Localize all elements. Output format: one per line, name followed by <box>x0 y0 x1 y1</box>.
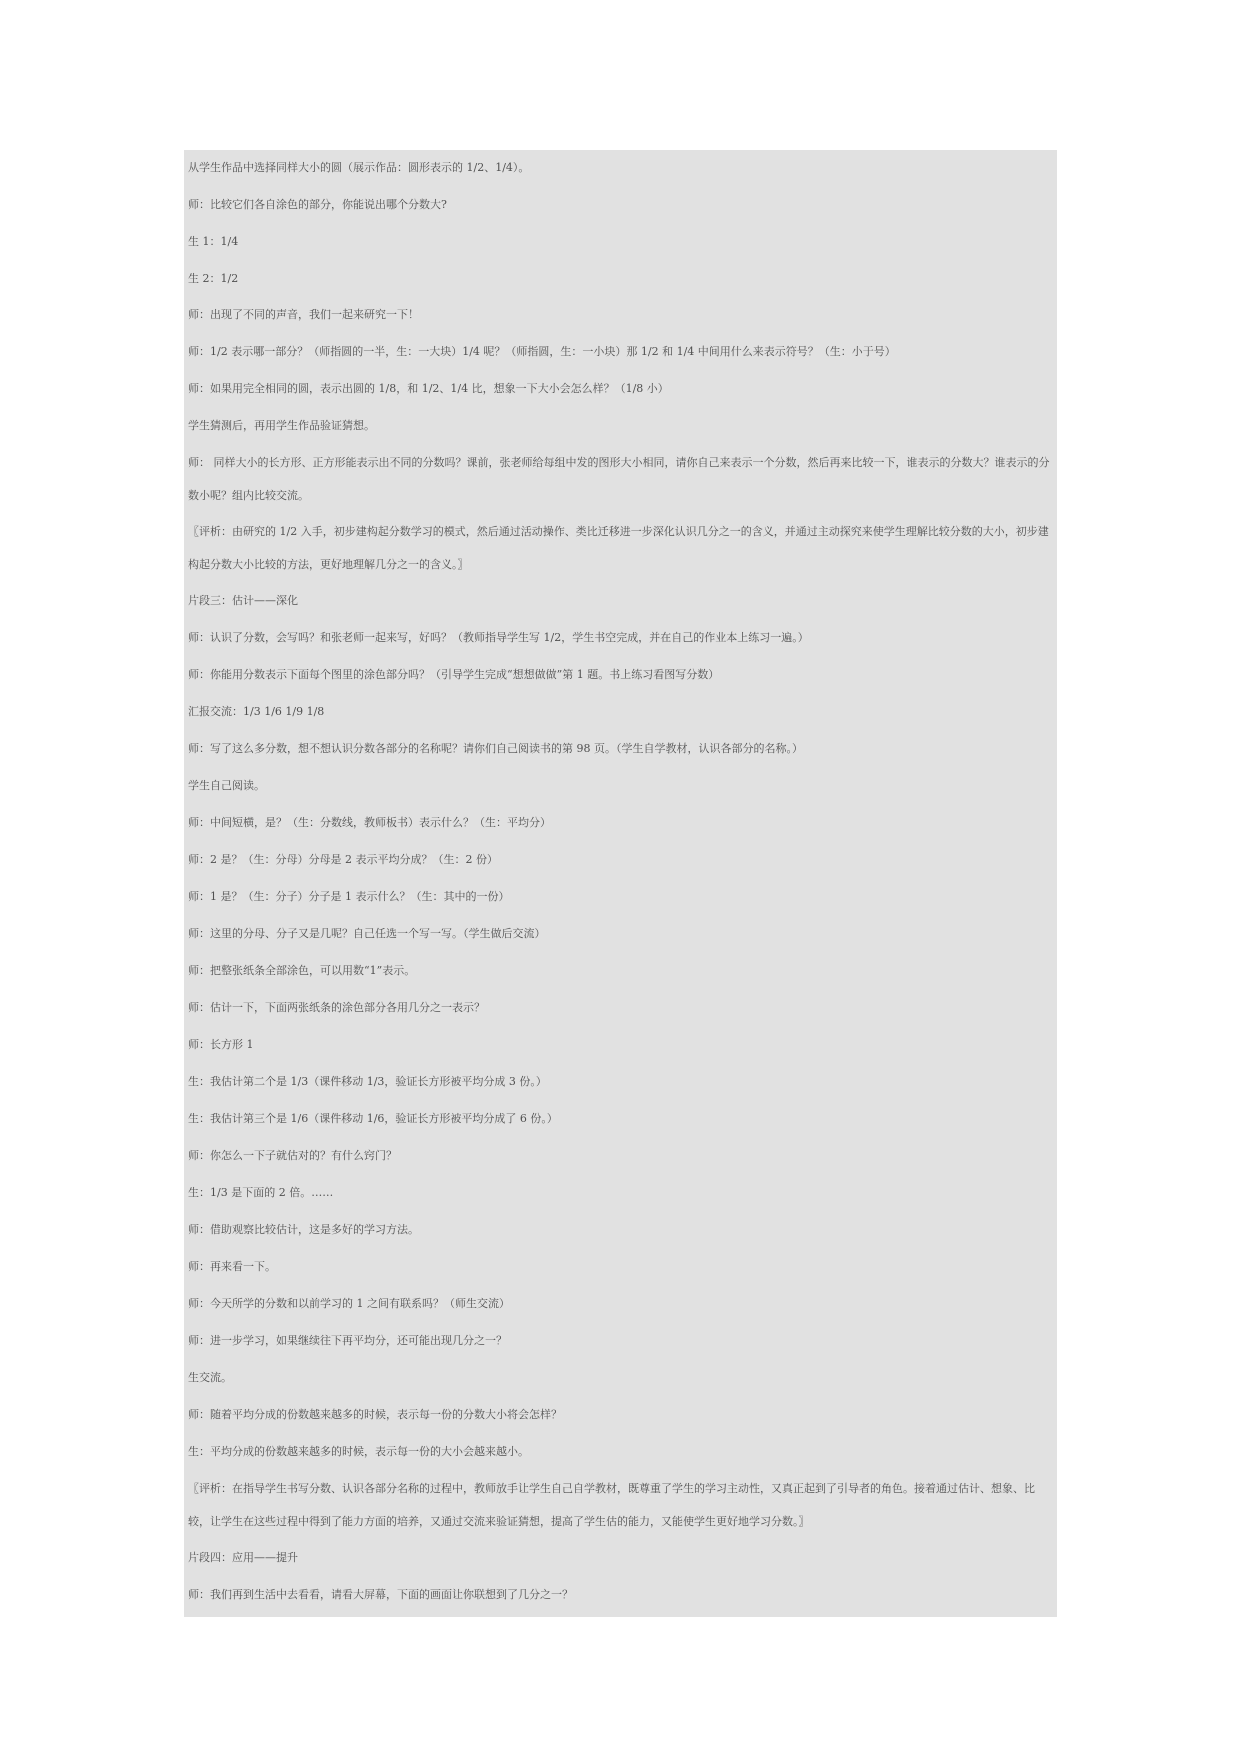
paragraph-18: 师：2 是？（生：分母）分母是 2 表示平均分成？（生：2 份） <box>188 853 498 866</box>
paragraph-13: 师：你能用分数表示下面每个图里的涂色部分吗？（引导学生完成“想想做做”第 1 题。书上练习看图写分数） <box>188 668 720 681</box>
paragraph-15: 师：写了这么多分数，想不想认识分数各部分的名称呢？请你们自己阅读书的第 98 页。（学生自学教材，认识各部分的名称。） <box>188 742 803 755</box>
paragraph-16: 学生自己阅读。 <box>188 779 265 792</box>
paragraph-26: 师：你怎么一下子就估对的？有什么窍门？ <box>188 1149 397 1162</box>
paragraph-37: 师：我们再到生活中去看看，请看大屏幕，下面的画面让你联想到了几分之一？ <box>188 1588 573 1601</box>
paragraph-17: 师：中间短横，是？（生：分数线，教师板书）表示什么？（生：平均分） <box>188 816 551 829</box>
paragraph-7: 师：如果用完全相同的圆，表示出圆的 1/8，和 1/2、1/4 比，想象一下大小会怎么样？（1/8 小） <box>188 382 669 395</box>
paragraph-22: 师：估计一下，下面两张纸条的涂色部分各用几分之一表示？ <box>188 1001 485 1014</box>
paragraph-34: 生：平均分成的份数越来越多的时候，表示每一份的大小会越来越小。 <box>188 1445 529 1458</box>
paragraph-25: 生：我估计第三个是 1/6（课件移动 1/6，验证长方形被平均分成了 6 份。） <box>188 1112 558 1125</box>
section-heading-4: 片段四：应用——提升 <box>188 1551 298 1564</box>
paragraph-5: 师：出现了不同的声音，我们一起来研究一下！ <box>188 308 419 321</box>
paragraph-2: 师：比较它们各自涂色的部分，你能说出哪个分数大? <box>188 198 447 211</box>
paragraph-29: 师：再来看一下。 <box>188 1260 276 1273</box>
paragraph-23: 师：长方形 1 <box>188 1038 254 1051</box>
paragraph-3: 生 1：1/4 <box>188 235 239 248</box>
paragraph-9: 师： 同样大小的长方形、正方形能表示出不同的分数吗？课前，张老师给每组中发的图形大小相同，请你自己来表示一个分数，然后再来比较一下，谁表示的分数大？谁表示的分数小呢？组内比较交流。 <box>188 456 1050 502</box>
paragraph-27: 生：1/3 是下面的 2 倍。…… <box>188 1186 334 1199</box>
paragraph-6: 师：1/2 表示哪一部分？（师指圆的一半，生：一大块）1/4 呢？（师指圆，生：一小块）那 1/2 和 1/4 中间用什么来表示符号？（生：小于号） <box>188 345 896 358</box>
paragraph-24: 生：我估计第二个是 1/3（课件移动 1/3，验证长方形被平均分成 3 份。） <box>188 1075 547 1088</box>
paragraph-8: 学生猜测后，再用学生作品验证猜想。 <box>188 419 375 432</box>
paragraph-10: 〖评析：由研究的 1/2 入手，初步建构起分数学习的模式，然后通过活动操作、类比迁移进一步深化认识几分之一的含义，并通过主动探究来使学生理解比较分数的大小，初步建构起分数大小比较的方法，更好地理解几分之一的含义。〗 <box>188 525 1049 571</box>
paragraph-35: 〖评析：在指导学生书写分数、认识各部分名称的过程中，教师放手让学生自己自学教材，既尊重了学生的学习主动性，又真正起到了引导者的角色。接着通过估计、想象、比较，让学生在这些过程中得到了能力方面的培养，又通过交流来验证猜想，提高了学生估的能力，又能使学生更好地学习分数。〗 <box>188 1482 1035 1528</box>
paragraph-14: 汇报交流：1/3 1/6 1/9 1/8 <box>188 705 325 718</box>
section-heading-3: 片段三：估计——深化 <box>188 594 298 607</box>
paragraph-20: 师：这里的分母、分子又是几呢？自己任选一个写一写。（学生做后交流） <box>188 927 546 940</box>
paragraph-1: 从学生作品中选择同样大小的圆（展示作品：圆形表示的 1/2、1/4）。 <box>188 161 530 174</box>
paragraph-30: 师：今天所学的分数和以前学习的 1 之间有联系吗？（师生交流） <box>188 1297 510 1310</box>
document-panel <box>184 150 1057 1617</box>
paragraph-19: 师：1 是？（生：分子）分子是 1 表示什么？（生：其中的一份） <box>188 890 510 903</box>
paragraph-21: 师：把整张纸条全部涂色，可以用数“1”表示。 <box>188 964 416 977</box>
paragraph-28: 师：借助观察比较估计，这是多好的学习方法。 <box>188 1223 419 1236</box>
paragraph-31: 师：进一步学习，如果继续往下再平均分，还可能出现几分之一？ <box>188 1334 507 1347</box>
paragraph-33: 师：随着平均分成的份数越来越多的时候，表示每一份的分数大小将会怎样？ <box>188 1408 562 1421</box>
paragraph-32: 生交流。 <box>188 1371 232 1384</box>
paragraph-4: 生 2：1/2 <box>188 272 239 285</box>
paragraph-12: 师：认识了分数，会写吗？和张老师一起来写，好吗？（教师指导学生写 1/2，学生书空完成，并在自己的作业本上练习一遍。） <box>188 631 809 644</box>
